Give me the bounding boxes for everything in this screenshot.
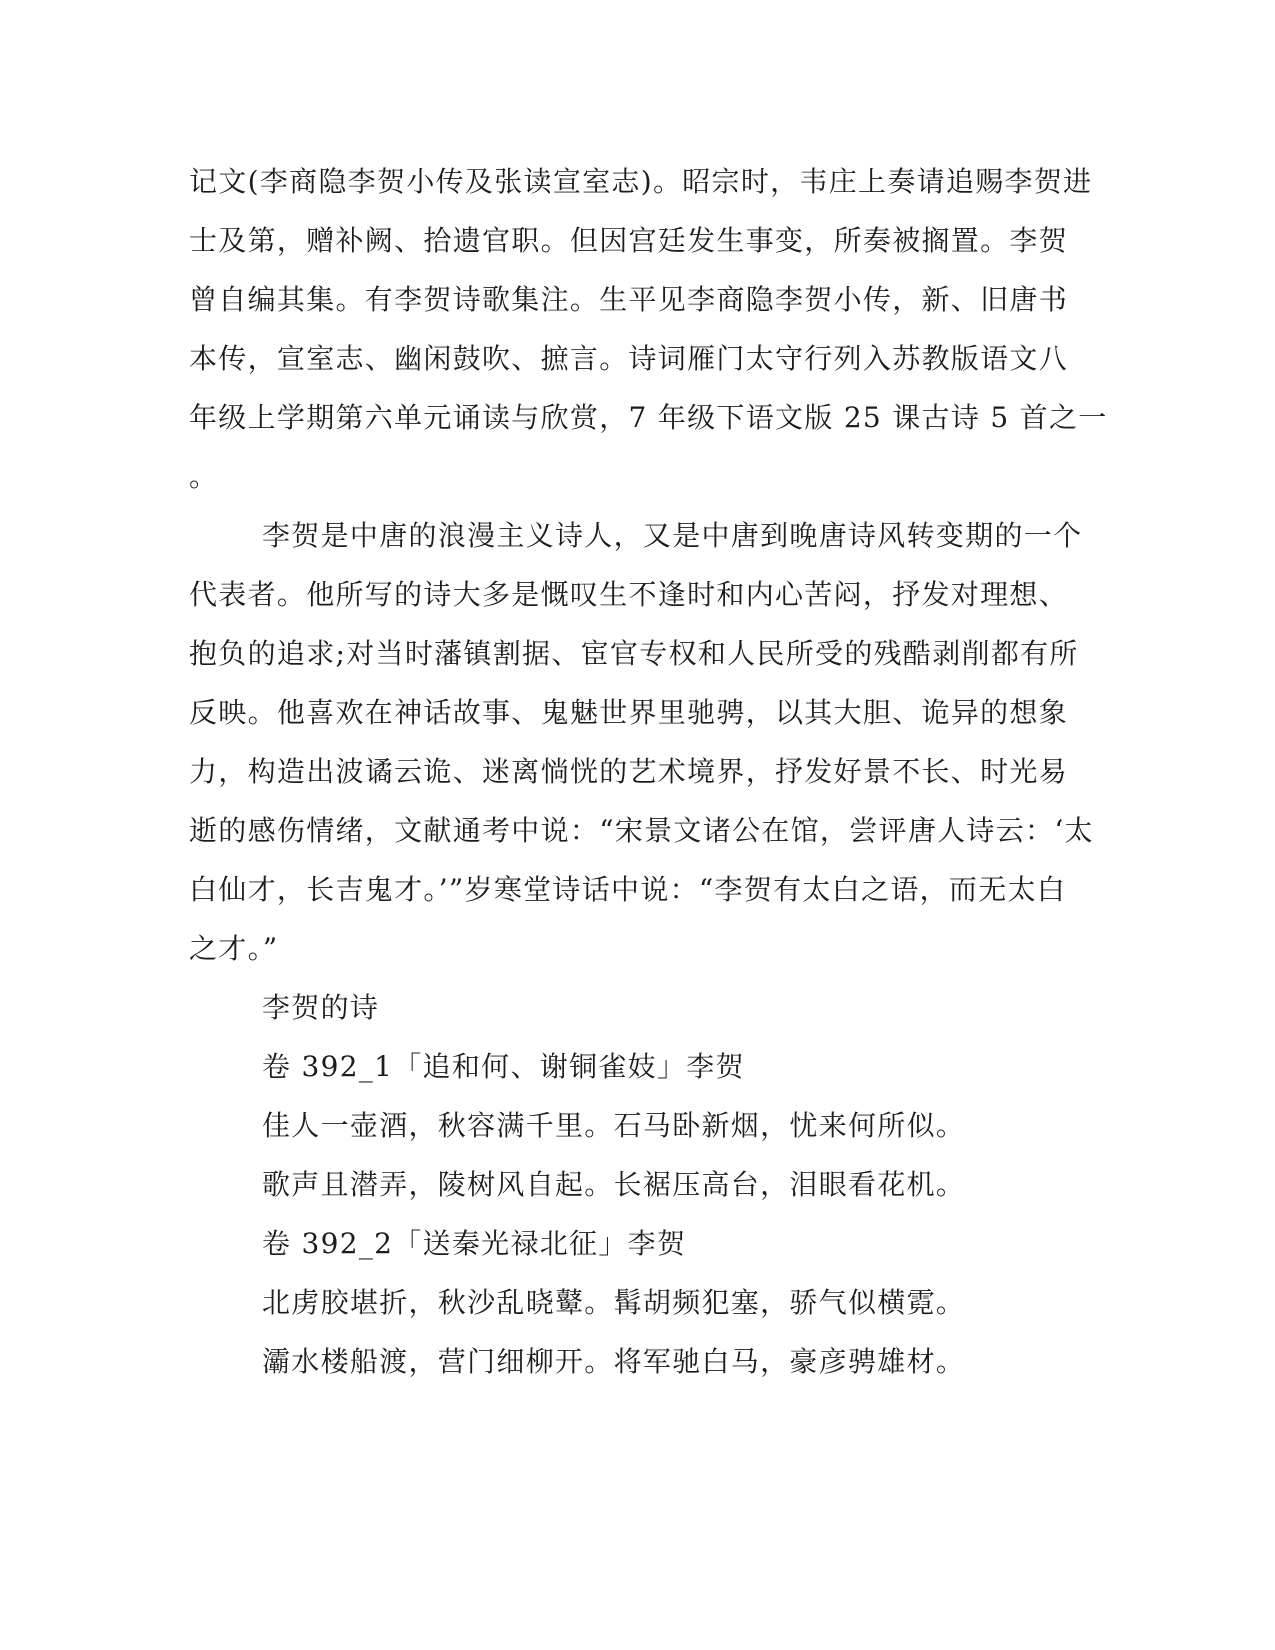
paragraph-2-line-6: 逝的感伤情绪，文献通考中说：“宋景文诸公在馆，尝评唐人诗云：‘太 (189, 814, 1094, 847)
paragraph-1-line-2: 士及第，赠补阙、拾遗官职。但因宫廷发生事变，所奏被搁置。李贺 (189, 224, 1069, 257)
section-heading: 李贺的诗 (262, 991, 380, 1024)
poem-1-line-1: 佳人一壶酒，秋容满千里。石马卧新烟，忧来何所似。 (262, 1109, 966, 1142)
paragraph-2-line-1: 李贺是中唐的浪漫主义诗人，又是中唐到晚唐诗风转变期的一个 (262, 519, 1083, 552)
paragraph-2-line-7: 白仙才，长吉鬼才。’”岁寒堂诗话中说：“李贺有太白之语，而无太白 (189, 873, 1067, 906)
paragraph-2-line-3: 抱负的追求;对当时藩镇割据、宦官专权和人民所受的残酷剥削都有所 (189, 637, 1079, 670)
paragraph-2-line-4: 反映。他喜欢在神话故事、鬼魅世界里驰骋，以其大胆、诡异的想象 (189, 696, 1069, 729)
paragraph-1-line-5: 年级上学期第六单元诵读与欣赏，7 年级下语文版 25 课古诗 5 首之一 (189, 401, 1108, 434)
poem-1-title: 卷 392_1「追和何、谢铜雀妓」李贺 (262, 1050, 745, 1083)
poem-2-line-2: 灞水楼船渡，营门细柳开。将军驰白马，豪彦骋雄材。 (262, 1345, 966, 1378)
paragraph-1-line-3: 曾自编其集。有李贺诗歌集注。生平见李商隐李贺小传，新、旧唐书 (189, 283, 1069, 316)
paragraph-1-line-6: 。 (189, 460, 219, 493)
paragraph-2-line-5: 力，构造出波谲云诡、迷离惝恍的艺术境界，抒发好景不长、时光易 (189, 755, 1069, 788)
paragraph-1-line-1: 记文(李商隐李贺小传及张读宣室志)。昭宗时，韦庄上奏请追赐李贺进 (189, 165, 1093, 198)
paragraph-2-line-2: 代表者。他所写的诗大多是慨叹生不逢时和内心苦闷，抒发对理想、 (189, 578, 1069, 611)
poem-2-line-1: 北虏胶堪折，秋沙乱晓鼙。髯胡频犯塞，骄气似横霓。 (262, 1286, 966, 1319)
paragraph-2-line-8: 之才。” (189, 932, 279, 965)
poem-2-title: 卷 392_2「送秦光禄北征」李贺 (262, 1227, 687, 1260)
poem-1-line-2: 歌声且潜弄，陵树风自起。长裾压高台，泪眼看花机。 (262, 1168, 966, 1201)
paragraph-1-line-4: 本传，宣室志、幽闲鼓吹、摭言。诗词雁门太守行列入苏教版语文八 (189, 342, 1069, 375)
